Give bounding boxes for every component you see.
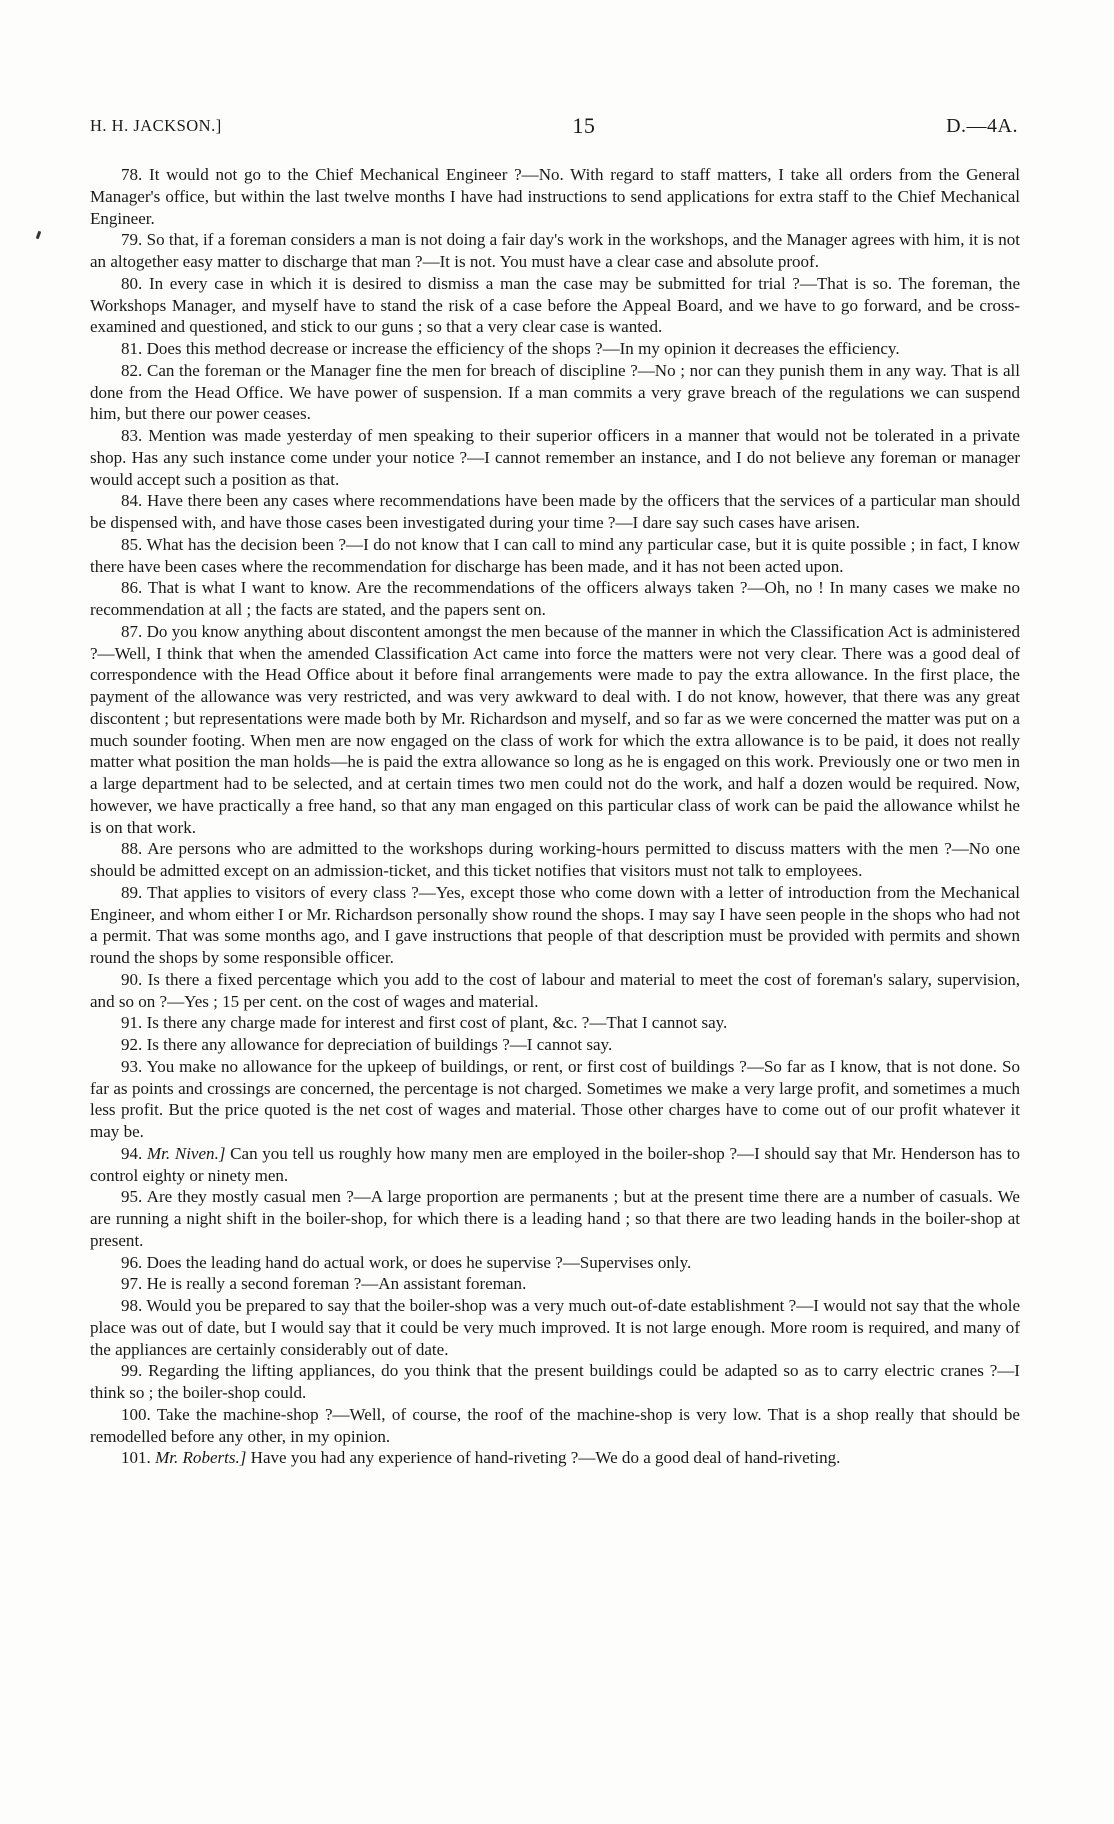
question-90: 90. Is there a fixed percentage which you add to the cost of labour and material to meet the cost of foreman's salary, supervision, and so on ?—Yes ; 15 per cent. on the cost of wages and material. [90,969,1021,1011]
margin-mark [36,231,42,240]
document-body [90,164,1020,1469]
question-101: 101. Mr. Roberts.] Have you had any experience of hand-riveting ?—We do a good deal of hand-riveting. [121,1448,841,1468]
question-87: 87. Do you know anything about discontent amongst the men because of the manner in which the Classification Act is administered ?—Well, I think that when the amended Classification Act came into force the matters were not very clear. There was a good deal of correspondence with the Head Office about it before final arrangements were made to pay the extra allowance. In the first place, the payment of the allowance was very restricted, and was very awkward to deal with. I do not know, however, that there was any great discontent ; but representations were made both by Mr. Richardson and myself, and so far as we were concerned the matter was put on a much sounder footing. When men are now engaged on the class of work for which the extra allowance is to be paid, it does not really matter what position the man holds—he is paid the extra allowance so long as he is engaged on this work. Previously one or two men in a large department had to be selected, and at certain times two men could not do the work, and half a dozen would be required. Now, however, we have practically a free hand, so that any man engaged on this particular class of work can be paid the allowance whilst he is on that work. [90,621,1020,837]
question-99: 99. Regarding the lifting appliances, do you think that the present buildings could be adapted so as to carry electric cranes ?—I think so ; the boiler-shop could. [90,1361,1020,1402]
question-94: 94. Mr. Niven.] Can you tell us roughly how many men are employed in the boiler-shop ?—I should say that Mr. Henderson has to control eighty or ninety men. [90,1143,1021,1185]
speaker-label: Mr. Roberts.] [155,1448,247,1468]
question-92: 92. Is there any allowance for depreciation of buildings ?—I cannot say. [121,1035,613,1054]
page-number: 15 [572,113,596,138]
question-81: 81. Does this method decrease or increase the efficiency of the shops ?—In my opinion it decreases the efficiency. [121,339,900,358]
question-85: 85. What has the decision been ?—I do not know that I can call to mind any particular case, but it is quite possible ; in fact, I know there have been cases where the recommendation for discharge has been made, and it has not been acted upon. [90,534,1020,576]
question-86: 86. That is what I want to know. Are the recommendations of the officers always taken ?—Oh, no ! In many cases we make no recommendation at all ; the facts are stated, and the papers sent on. [90,578,1020,619]
question-84: 84. Have there been any cases where recommendations have been made by the officers that the services of a particular man should be dispensed with, and have those cases been investigated during your time ?—I dare say such cases have arisen. [90,491,1020,532]
question-82: 82. Can the foreman or the Manager fine the men for breach of discipline ?—No ; nor can they punish them in any way. That is all done from the Head Office. We have power of suspension. If a man commits a very grave breach of the regulations we can suspend him, but there our power ceases. [90,360,1020,424]
question-98: 98. Would you be prepared to say that the boiler-shop was a very much out-of-date establishment ?—I would not say that the whole place was out of date, but I would say that it could be very much improved. It is not large enough. More room is required, and many of the appliances are certainly considerably out of date. [90,1296,1021,1359]
speaker-label: Mr. Niven.] [146,1143,226,1163]
question-97: 97. He is really a second foreman ?—An assistant foreman. [121,1274,527,1294]
question-91: 91. Is there any charge made for interest and first cost of plant, &c. ?—That I cannot say. [121,1013,728,1033]
question-83: 83. Mention was made yesterday of men speaking to their superior officers in a manner that would not be tolerated in a private shop. Has any such instance come under your notice ?—I cannot remember an instance, and I do not believe any foreman or manager would accept such a position as that. [90,426,1020,489]
document-reference: D.—4A. [946,114,1018,137]
question-89: 89. That applies to visitors of every class ?—Yes, except those who come down with a letter of introduction from the Mechanical Engineer, and whom either I or Mr. Richardson personally show round the shops. I may say I have seen people in the shops who had not a permit. That was some months ago, and I gave instructions that people of that description must be provided with permits and shown round the shops by some responsible officer. [90,882,1020,967]
question-100: 100. Take the machine-shop ?—Well, of course, the roof of the machine-shop is very low. That is a shop really that should be remodelled before any other, in my opinion. [90,1404,1020,1446]
page-header [90,111,1018,141]
question-95: 95. Are they mostly casual men ?—A large proportion are permanents ; but at the present time there are a number of casuals. We are running a night shift in the boiler-shop, for which there is a leading hand ; so that there are two leading hands in the boiler-shop at present. [90,1187,1020,1250]
question-88: 88. Are persons who are admitted to the workshops during working-hours permitted to discuss matters with the men ?—No one should be admitted except on an admission-ticket, and this ticket notifies that visitors must not talk to employees. [90,839,1021,880]
question-78: 78. It would not go to the Chief Mechanical Engineer ?—No. With regard to staff matters, I take all orders from the General Manager's office, but within the last twelve months I have had instructions to send applications for extra staff to the Chief Mechanical Engineer. [90,165,1020,228]
witness-name: H. H. JACKSON.] [90,116,222,135]
question-93: 93. You make no allowance for the upkeep of buildings, or rent, or first cost of buildings ?—So far as I know, that is not done. So far as points and crossings are concerned, the percentage is not charged. Sometimes we make a very large profit, and sometimes a much less profit. But the price quoted is the net cost of wages and material. Those other charges have to come out of our profit whatever it may be. [90,1056,1020,1141]
question-79: 79. So that, if a foreman considers a man is not doing a fair day's work in the workshops, and the Manager agrees with him, it is not an altogether easy matter to discharge that man ?—It is not. You must have a clear case and absolute proof. [90,230,1020,271]
question-96: 96. Does the leading hand do actual work, or does he supervise ?—Supervises only. [121,1252,692,1272]
question-80: 80. In every case in which it is desired to dismiss a man the case may be submitted for trial ?—That is so. The foreman, the Workshops Manager, and myself have to stand the risk of a case before the Appeal Board, and we have to go forward, and be cross-examined and questioned, and stick to our guns ; so that a very clear case is wanted. [90,273,1021,337]
